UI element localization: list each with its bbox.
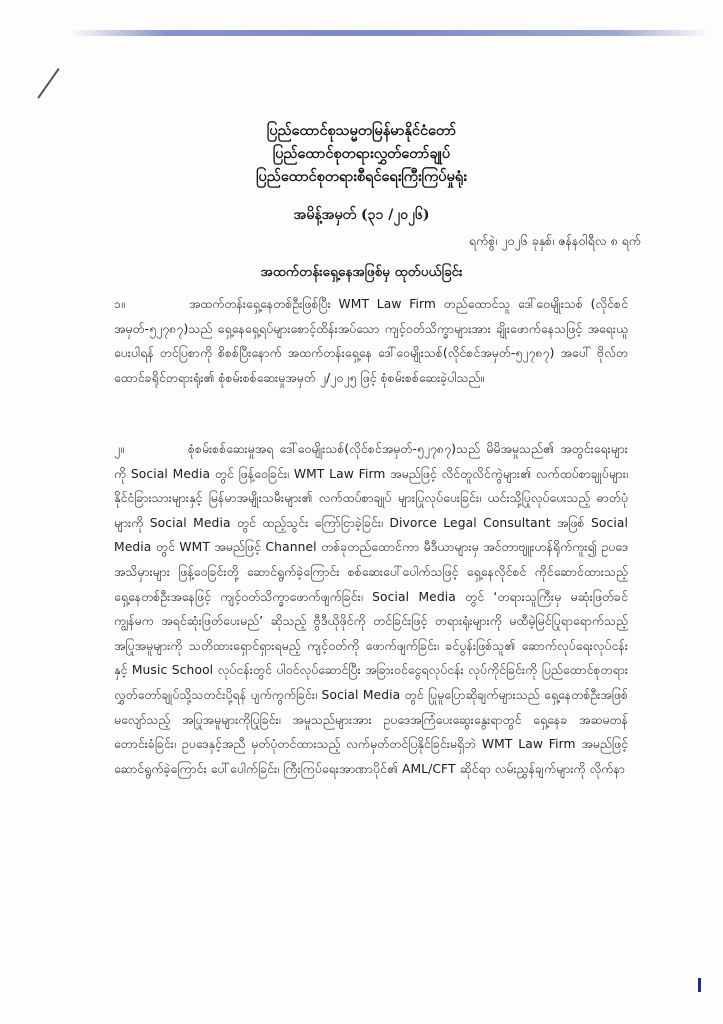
paragraph-2	[114, 437, 628, 781]
date-line: ရက်စွဲ၊ ၂၀၂၆ ခုနှစ်၊ ဇန်နဝါရီလ ၈ ရက်	[468, 233, 641, 248]
paragraph-1-text: အထက်တန်းရှေ့နေတစ်ဦးဖြစ်ပြီး WMT Law Firm တည်ထောင်သူ ဒေါ်ဝေမျိုးသစ် (လိုင်စင်အမှတ်-၅၂၇၈၇)သည် ရှေ့နေရှေ့ရပ်များစောင့်ထိန်းအပ်သော ကျင့်ဝတ်သိက္ခာများအား ချိုးဖောက်နေသဖြင့် အရေးယူပေးပါရန် တင်ပြစာကို စိစစ်ပြီးနောက် အထက်တန်းရှေ့နေ ဒေါ်ဝေမျိုးသစ်(လိုင်စင်အမှတ်-၅၂၇၈၇) အပေါ် ဗိုလ်တထောင်ခရိုင်တရားရုံး၏ စုံစမ်းစစ်ဆေးမှုအမှတ် ၂/၂၀၂၅ ဖြင့် စုံစမ်းစစ်ဆေးခဲ့ပါသည်။	[114, 297, 628, 385]
paragraph-2-number: ၂။	[114, 442, 124, 456]
pen-stroke-mark	[37, 68, 59, 99]
scan-edge-mark	[70, 30, 710, 36]
header-line-2: ပြည်ထောင်စုတရားလွှတ်တော်ချုပ်	[272, 145, 451, 162]
header-line-3: ပြည်ထောင်စုတရားစီရင်ရေးကြီးကြပ်မှုရုံး	[256, 168, 467, 185]
paragraph-1	[114, 292, 628, 390]
header-line-1: ပြည်ထောင်စုသမ္မတမြန်မာနိုင်ငံတော်	[266, 122, 457, 139]
margin-tick-mark	[698, 978, 701, 992]
subject-title: အထက်တန်းရှေ့နေအဖြစ်မှ ထုတ်ပယ်ခြင်း	[260, 264, 463, 280]
paragraph-1-number: ၁။	[114, 297, 125, 311]
paragraph-2-text: စုံစမ်းစစ်ဆေးမှုအရ ဒေါ်ဝေမျိုးသစ်(လိုင်စင်အမှတ်-၅၂၇၈၇)သည် မိမိအမှုသည်၏ အတွင်းရေးများကို Social Media တွင် ဖြန့်ဝေခြင်း၊ WMT Law Firm အမည်ဖြင့် လိင်တူလိင်ကွဲများ၏ လက်ထပ်စာချုပ်များ၊ နိုင်ငံခြားသားများနှင့် မြန်မာအမျိုးသမီးများ၏ လက်ထပ်စာချုပ် များပြုလုပ်ပေးခြင်း၊ ယင်းသို့ပြုလုပ်ပေးသည့် ဓာတ်ပုံများကို Social Media တွင် ထည့်သွင်း ကြော်ငြာခဲ့ခြင်း၊ Divorce Legal Consultant အဖြစ် Social Media တွင် WMT အမည်ဖြင့် Channel တစ်ခုတည်ထောင်ကာ မီဒီယာများမှ အင်တာဗျူးဟန်ရိုက်ကူး၍ ဥပဒေအသိမှားများ ဖြန့်ဝေခြင်းတို့ ဆောင်ရွက်ခဲ့ကြောင်း စစ်ဆေးပေါ်ပေါက်သဖြင့် ရှေ့နေလိုင်စင် ကိုင်ဆောင်ထားသည့် ရှေ့နေတစ်ဦးအနေဖြင့် ကျင့်ဝတ်သိက္ခာဖောက်ဖျက်ခြင်း၊ Social Media တွင် ‘တရားသူကြီးမှ မဆုံးဖြတ်ခင် ကျွန်မက အရင်ဆုံးဖြတ်ပေးမည်’ ဆိုသည့် ဗွီဒီယိုဖိုင်ကို တင်ခြင်းဖြင့် တရားရုံးများကို မထီမဲ့မြင်ပြုရာရောက်သည့် အပြုအမူများကို သတိထားရှောင်ရှားရမည့် ကျင့်ဝတ်ကို ဖောက်ဖျက်ခြင်း၊ ခင်ပွန်းဖြစ်သူ၏ ဆောက်လုပ်ရေးလုပ်ငန်းနှင့် Music School လုပ်ငန်းတွင် ပါဝင်လုပ်ဆောင်ပြီး အခြားဝင်ငွေရလုပ်ငန်း လုပ်ကိုင်ခြင်းကို ပြည်ထောင်စုတရားလွှတ်တော်ချုပ်သို့သတင်းပို့ရန် ပျက်ကွက်ခြင်း၊ Social Media တွင် ပြုမူပြောဆိုချက်များသည် ရှေ့နေတစ်ဦးအဖြစ် မလျော်သည့် အပြုအမူများကိုပြုခြင်း၊ အမှုသည်များအား ဥပဒေအကြံပေးဆွေးနွေးရာတွင် ရှေ့နေခ အဆမတန်တောင်းခံခြင်း၊ ဥပဒေနှင့်အညီ မှတ်ပုံတင်ထားသည့် လက်မှတ်တင်ပြနိုင်ခြင်းမရှိဘဲ WMT Law Firm အမည်ဖြင့် ဆောင်ရွက်ခဲ့ကြောင်း ပေါ်ပေါက်ခြင်း၊ ကြီးကြပ်ရေးအာဏာပိုင်၏ AML/CFT ဆိုင်ရာ လမ်းညွှန်ချက်များကို လိုက်နာ	[114, 442, 628, 776]
order-number: အမိန့်အမှတ် (၃၁ /၂၀၂၆)	[293, 207, 430, 223]
